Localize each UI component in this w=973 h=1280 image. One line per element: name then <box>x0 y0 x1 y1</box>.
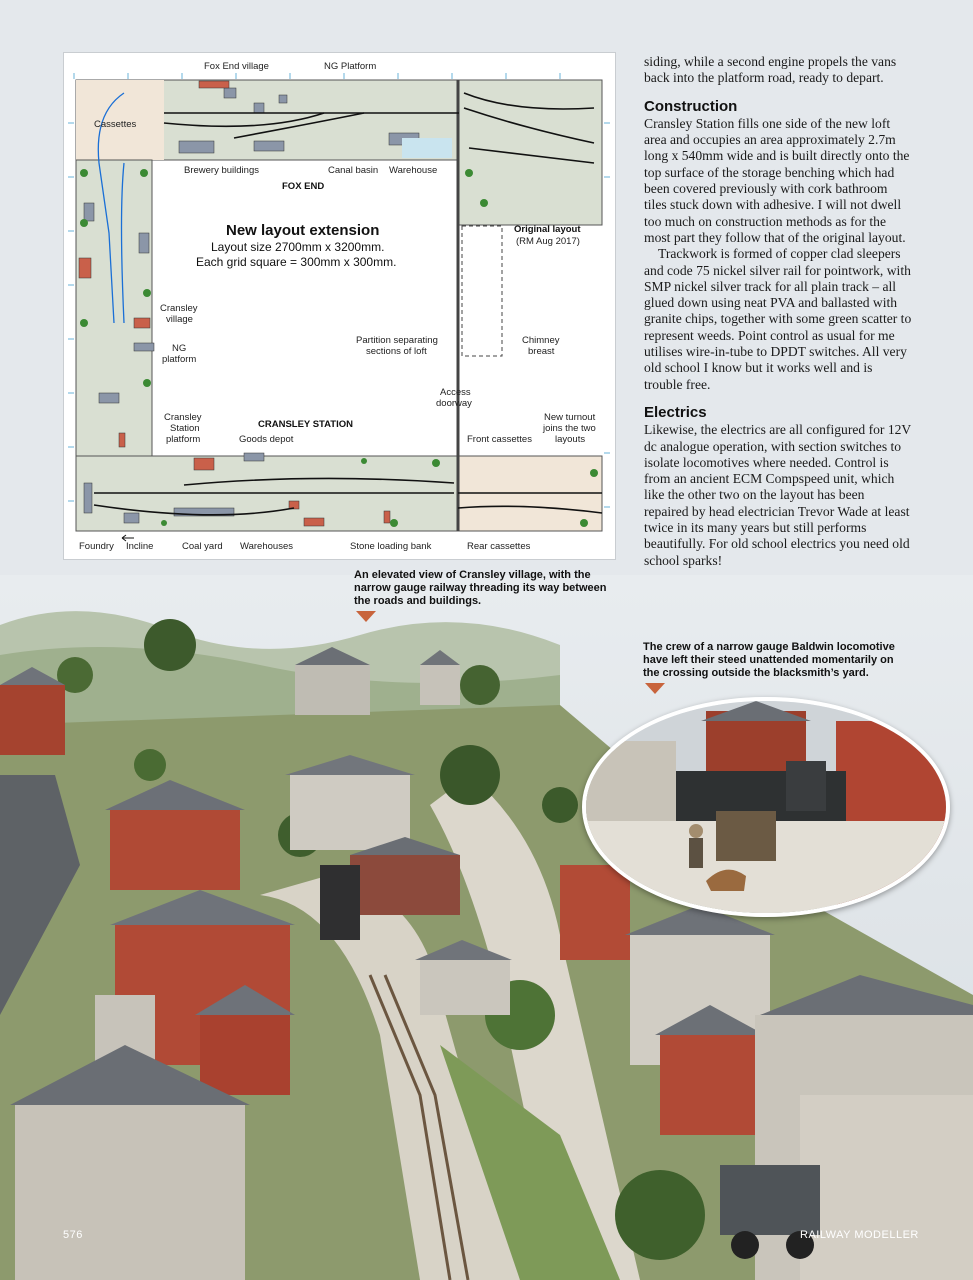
label-warehouses: Warehouses <box>240 541 293 552</box>
label-new-turnout-3: layouts <box>555 434 586 445</box>
article-column <box>644 54 912 569</box>
label-access-2: doorway <box>436 398 472 409</box>
village-caption-arrow-icon <box>356 611 376 622</box>
label-chimney-2: breast <box>528 346 555 357</box>
label-cransley-village-2: village <box>166 314 193 325</box>
label-cs-platform-3: platform <box>166 434 201 445</box>
label-foundry: Foundry <box>79 541 114 552</box>
label-rear-cassettes: Rear cassettes <box>467 541 531 552</box>
label-ng-platform-2: platform <box>162 354 197 365</box>
label-access-1: Access <box>440 387 471 398</box>
label-new-turnout-1: New turnout <box>544 412 596 423</box>
label-front-cassettes: Front cassettes <box>467 434 532 445</box>
page-number: 576 <box>63 1229 83 1241</box>
electrics-heading: Electrics <box>644 403 707 421</box>
label-fox-end-village: Fox End village <box>204 61 269 72</box>
label-cs-platform-2: Station <box>170 423 200 434</box>
label-brewery-buildings: Brewery buildings <box>184 165 259 176</box>
label-cassettes: Cassettes <box>94 119 137 130</box>
label-incline: Incline <box>126 541 154 552</box>
label-partition-1: Partition separating <box>356 335 438 346</box>
label-original-layout: Original layout <box>514 224 581 235</box>
crew-caption: The crew of a narrow gauge Baldwin locomotive have left their steed unattended momentarily on the crossing outside the blacksmith’s yard. <box>643 641 895 679</box>
label-goods-depot: Goods depot <box>239 434 294 445</box>
extension-title: New layout extension <box>226 222 380 239</box>
label-original-layout-ref: (RM Aug 2017) <box>516 236 580 247</box>
construction-paragraph-2: Trackwork is formed of copper clad sleepers and code 75 nickel silver rail for pointwork, with SMP nickel silver track for all plain track – all glued down using neat PVA and ballasted with granite chips, together with some green scatter to represent weeds. Point control as usual for me utilises wire-in-tube to DPDT switches. All very old school I know but it works well and is trouble free. <box>644 246 912 392</box>
label-new-turnout-2: joins the two <box>543 423 596 434</box>
construction-paragraph-1: Cransley Station fills one side of the new loft area and occupies an area approximately 2.7m long x 540mm wide and is built directly onto the top surface of the storage benching which had been covered previously with cork bathroom tiles stuck down with adhesive. I will not dwell too much on construction methods as for the most part they follow that of the original layout. <box>644 115 910 245</box>
label-canal-basin: Canal basin <box>328 165 379 176</box>
label-cs-platform-1: Cransley <box>164 412 202 423</box>
label-partition-2: sections of loft <box>366 346 427 357</box>
electrics-paragraph-1: Likewise, the electrics are all configured for 12V dc analogue operation, with section switches to isolate locomotives where needed. Control is from an ancient ECM Compspeed unit, which like the other two on the layout has been repaired by head electrician Trevor Wade at least twice in its many years but still performs beautifully. For old school electrics you need old school sparks! <box>644 422 911 568</box>
label-stone-loading-bank: Stone loading bank <box>350 541 432 552</box>
label-ng-platform-1: NG <box>172 343 187 354</box>
extension-grid: Each grid square = 300mm x 300mm. <box>196 255 397 269</box>
label-warehouse: Warehouse <box>389 165 438 176</box>
magazine-name: RAILWAY MODELLER <box>800 1229 919 1241</box>
label-fox-end: FOX END <box>282 181 325 192</box>
crew-caption-arrow-icon <box>645 683 665 694</box>
label-chimney-1: Chimney <box>522 335 560 346</box>
extension-size: Layout size 2700mm x 3200mm. <box>211 240 385 254</box>
article-intro: siding, while a second engine propels the vans back into the platform road, ready to depart. <box>644 54 897 86</box>
label-cransley-station: CRANSLEY STATION <box>258 419 354 430</box>
construction-heading: Construction <box>644 97 738 115</box>
label-ng-platform-top: NG Platform <box>324 61 377 72</box>
label-coal-yard: Coal yard <box>182 541 223 552</box>
village-caption: An elevated view of Cransley village, with the narrow gauge railway threading its way between the roads and buildings. <box>354 569 607 607</box>
village-photo <box>0 575 973 1280</box>
track-plan-diagram <box>63 52 616 560</box>
label-cransley-village-1: Cransley <box>160 303 198 314</box>
blacksmith-yard-inset-photo <box>582 697 950 917</box>
